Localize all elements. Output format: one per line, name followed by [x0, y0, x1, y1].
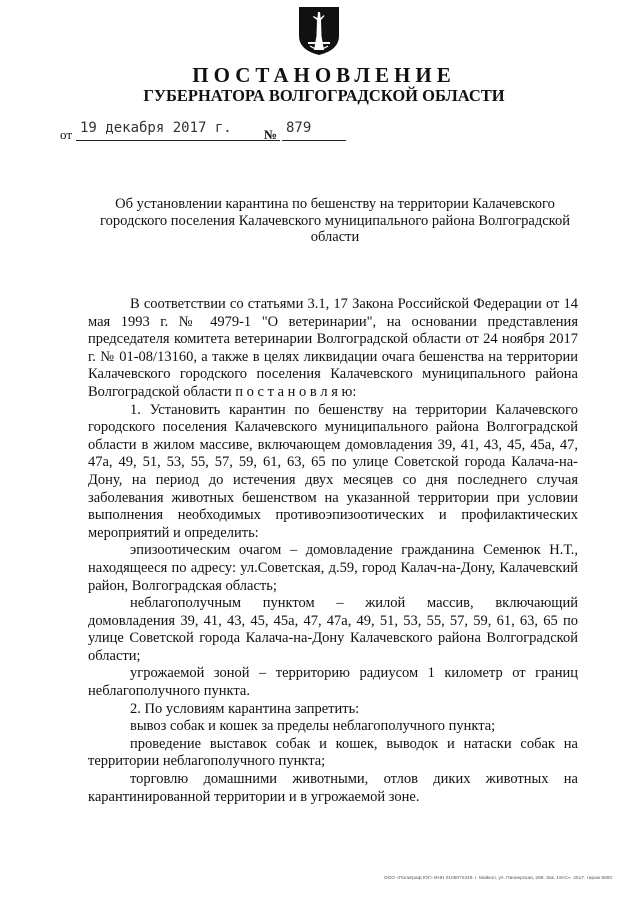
from-label: от [60, 127, 73, 142]
body-paragraph-6: 2. По условиям карантина запретить: [130, 700, 360, 717]
volgograd-emblem-icon [298, 6, 340, 56]
body-paragraph-8: проведение выставок собак и кошек, выводок и натаски собак на территории неблагополучного пункта; [88, 735, 578, 770]
state-emblem [298, 6, 340, 56]
document-title: ПОСТАНОВЛЕНИЕ [192, 63, 456, 87]
print-imprint: ООО «Полиграф ЮГ» ИНН 0105072349. г. Майкоп, ул. Пионерская, 268. Зак. 19«С». 2017. тираж 5000 [383, 876, 612, 881]
body-paragraph-9: торговлю домашними животными, отлов диких животных на карантинированной территории и в угрожаемой зоне. [88, 771, 578, 805]
document-subtitle: ГУБЕРНАТОРА ВОЛГОГРАДСКОЙ ОБЛАСТИ [143, 86, 505, 105]
date-number-row [60, 119, 360, 143]
date-underline [76, 140, 280, 141]
body-paragraph-2: 1. Установить карантин по бешенству на территории Калачевского городского поселения Калачевского муниципального района Волгоградской области в жилом массиве, включающем домовладения 39, 41, 43, 45, 45а, 47, 47а, 49, 51, 53, 55, 57, 59, 61, 63, 65 по улице Советской города Калача-на-Дону, на период до истечения двух месяцев со дня последнего случая заболевания животных бешенством на указанной территории при условии выполнения необходимых противоэпизоотических и профилактических мероприятий и определить: [88, 401, 578, 541]
body-paragraph-1: В соответствии со статьями 3.1, 17 Закона Российской Федерации от 14 мая 1993 г. № 4979-1 "О ветеринарии", на основании представления председателя комитета ветеринарии Волгоградской области от 24 ноября 2017 г. № 01-08/13160, а также в целях ликвидации очага бешенства на территории Калачевского городского поселения Калачевского муниципального района Волгоградской области п о с т а н о в л я ю: [88, 296, 578, 400]
number-underline [282, 140, 346, 141]
body-paragraph-5: угрожаемой зоной – территорию радиусом 1 километр от границ неблагополучного пункта. [88, 665, 578, 700]
document-heading: Об установлении карантина по бешенству на территории Калачевского городского поселения Калачевского муниципального района Волгоградской области [100, 196, 570, 245]
body-paragraph-3: эпизоотическим очагом – домовладение гражданина Семенюк Н.Т., находящееся по адресу: ул.Советская, д.59, город Калач-на-Дону, Калачевский район, Волгоградская область; [88, 542, 578, 594]
number-label: № [264, 127, 278, 142]
document-date: 19 декабря 2017 г. [80, 120, 232, 136]
body-paragraph-4: неблагополучным пунктом – жилой массив, включающий домовладения 39, 41, 43, 45, 45а, 47, 47а, 49, 51, 53, 55, 57, 59, 61, 63, 65 по улице Советской города Калача-на-Дону Калачевского района Волгоградской области; [88, 595, 578, 664]
document-number: 879 [286, 120, 312, 136]
document-body [88, 296, 578, 806]
body-paragraph-7: вывоз собак и кошек за пределы неблагополучного пункта; [130, 718, 496, 735]
